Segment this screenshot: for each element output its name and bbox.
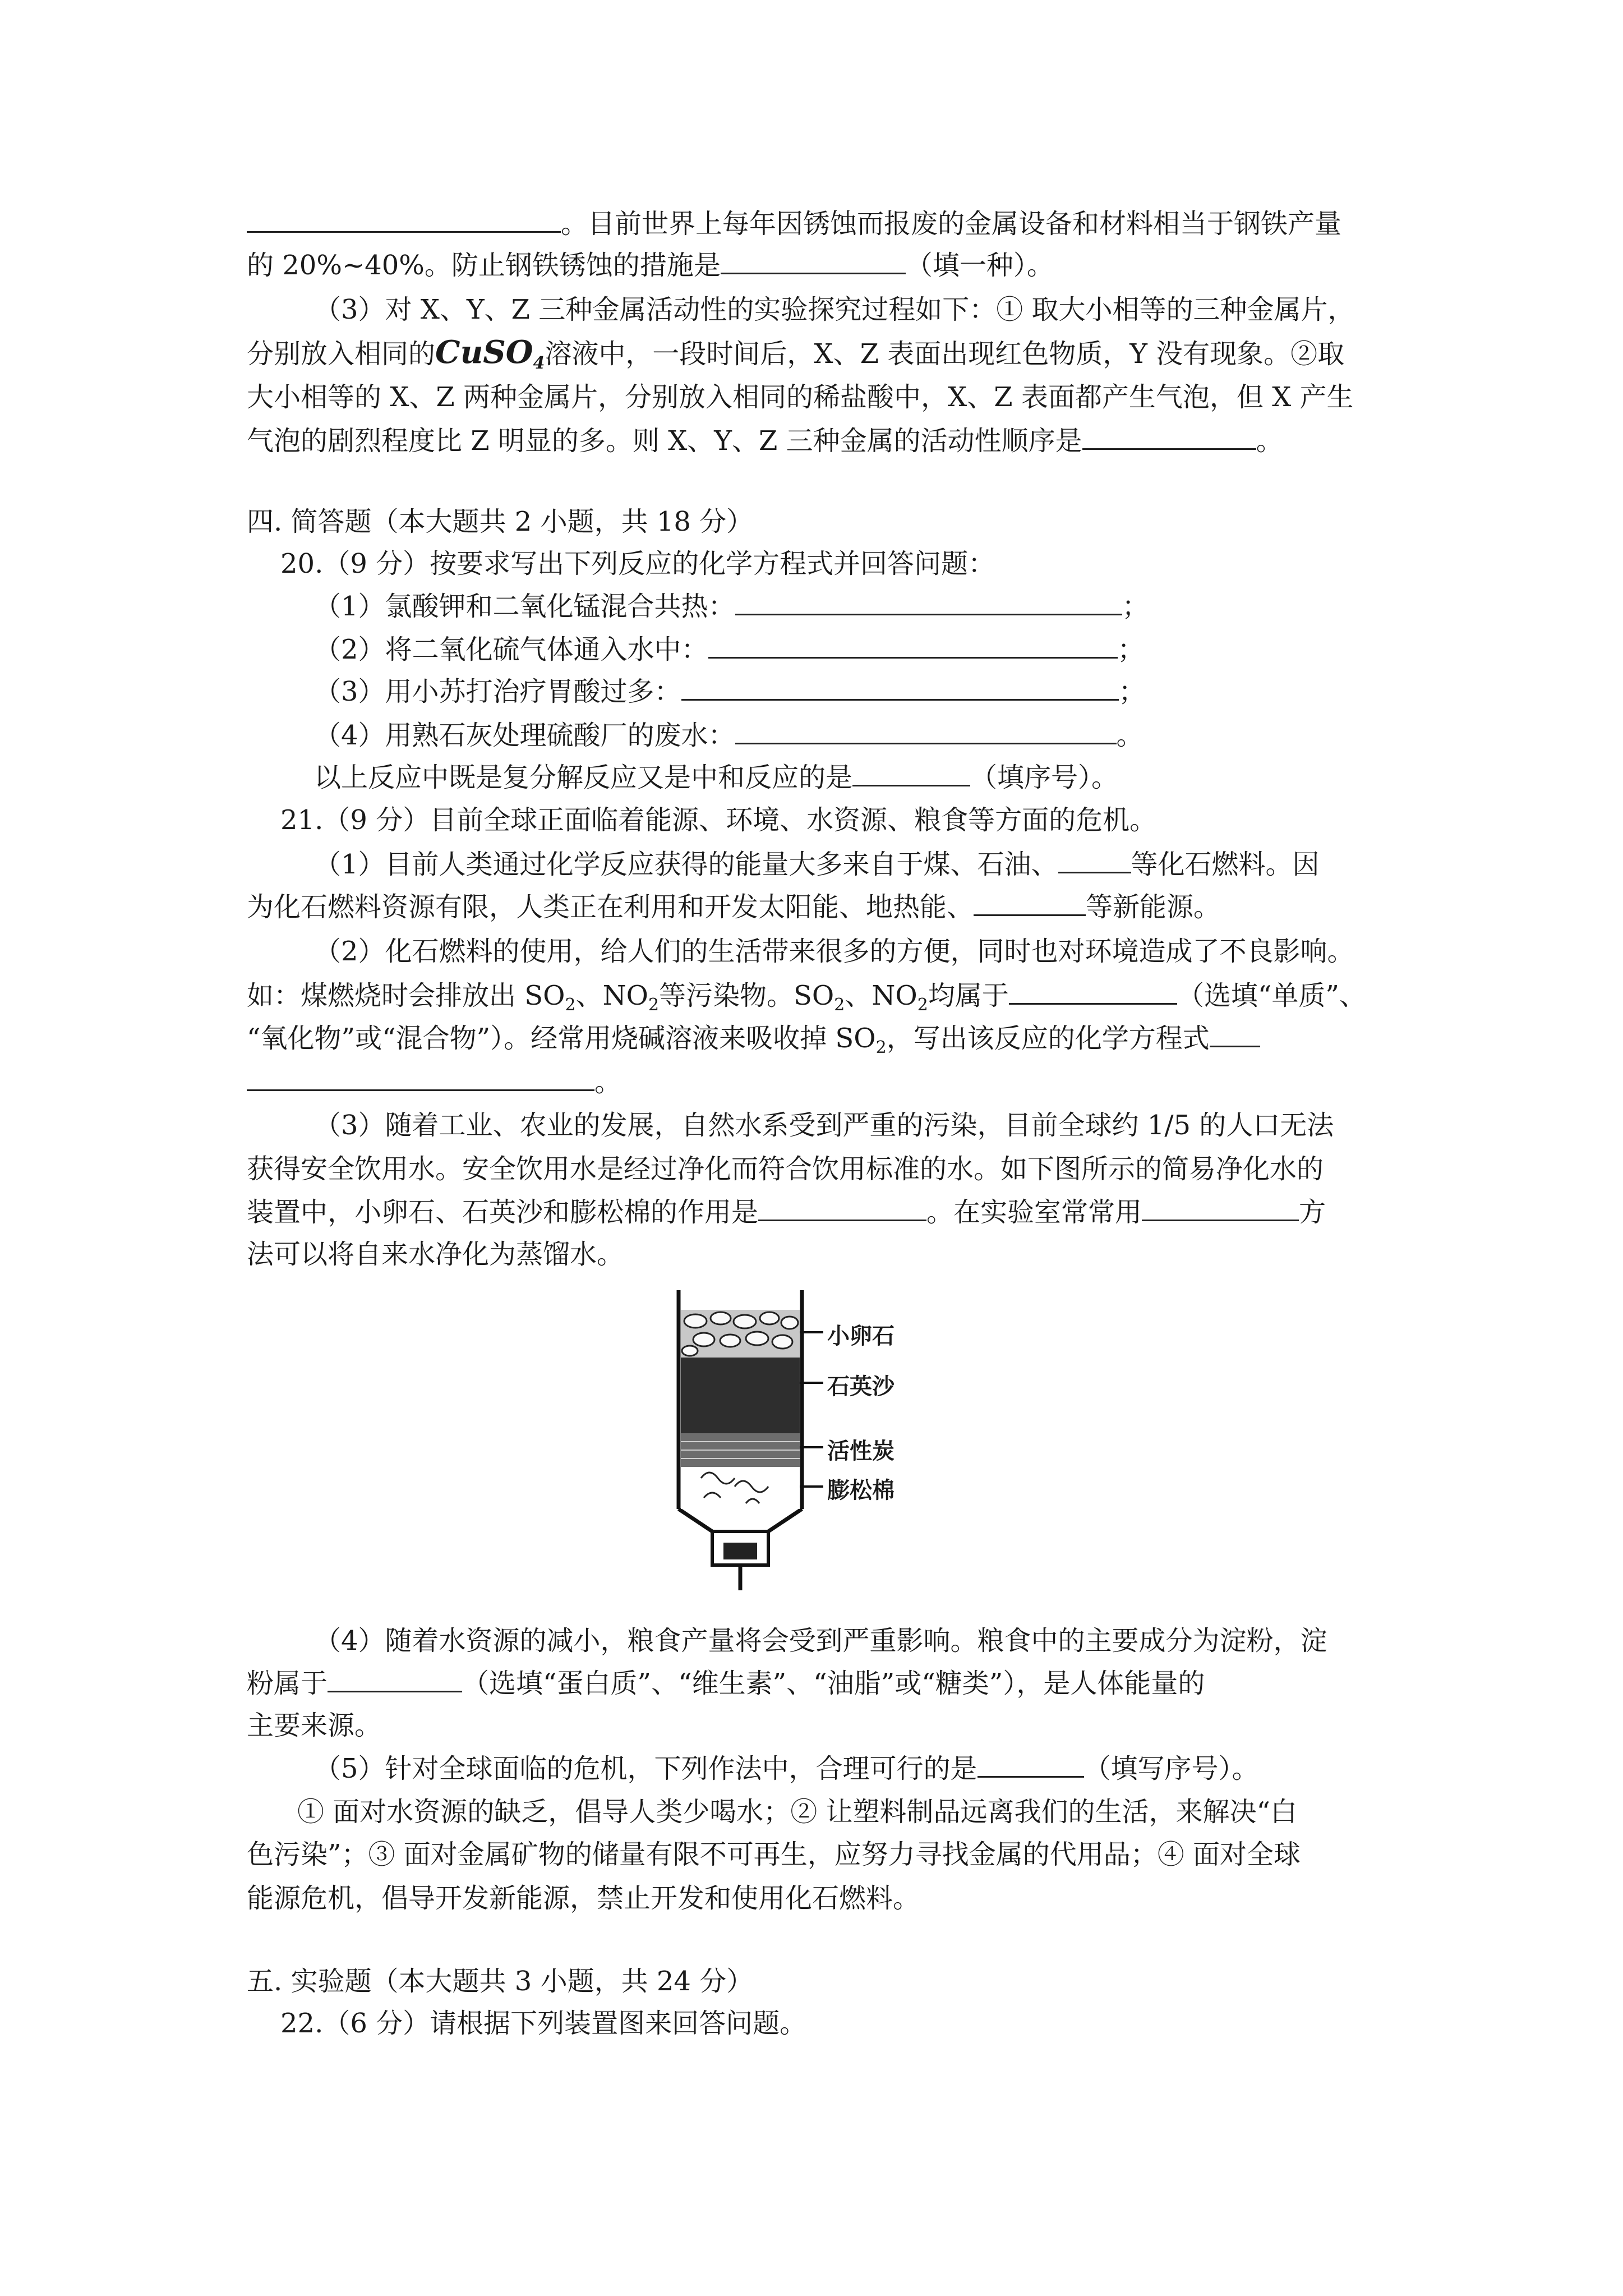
q19-p3-line1: （3）对 X、Y、Z 三种金属活动性的实验探究过程如下：① 取大小相等的三种金属片， <box>314 294 1355 325</box>
q20-item4: （4）用熟石灰处理硫酸厂的废水： 。 <box>314 718 1144 752</box>
answer-blank[interactable] <box>1142 1195 1299 1221</box>
q20-item3: （3）用小苏打治疗胃酸过多： ； <box>314 674 1146 708</box>
section-5-title: 五. 实验题（本大题共 3 小题，共 24 分） <box>247 1966 754 1997</box>
answer-blank[interactable] <box>978 1751 1084 1778</box>
q21-p3-line1: （3）随着工业、农业的发展，自然水系受到严重的污染，目前全球约 1/5 的人口无法 <box>314 1110 1334 1141</box>
water-purifier-diagram <box>673 1285 965 1599</box>
q21-p3-line4: 法可以将自来水净化为蒸馏水。 <box>247 1239 624 1270</box>
q19-line1: 。目前世界上每年因锈蚀而报废的金属设备和材料相当于钢铁产量 <box>247 206 1341 241</box>
answer-blank[interactable] <box>708 632 1118 659</box>
q21-option-line3: 能源危机，倡导开发新能源，禁止开发和使用化石燃料。 <box>247 1883 920 1914</box>
q20-item2: （2）将二氧化硫气体通入水中： ； <box>314 632 1145 666</box>
q21-p4-line2: 粉属于 （选填“蛋白质”、“维生素”、“油脂”或“糖类”），是人体能量的 <box>247 1666 1205 1700</box>
q21-p4-line3: 主要来源。 <box>247 1710 382 1741</box>
q19-p3-line2: 分别放入相同的CuSO$_4$溶液中，一段时间后，X、Z 表面出现红色物质，Y 没有现象。②取 <box>247 334 1345 373</box>
q21-p2-line2: 如：煤燃烧时会排放出 $SO_2$、$NO_2$等污染物。$SO_2$、$NO_2$均属于 （选填“单质”、 <box>247 978 1366 1022</box>
q21-p2-line1: （2）化石燃料的使用，给人们的生活带来很多的方便，同时也对环境造成了不良影响。 <box>314 936 1354 967</box>
quartz-sand-layer <box>681 1358 800 1433</box>
label-pebbles: 小卵石 <box>827 1323 895 1349</box>
answer-blank[interactable] <box>1210 1021 1260 1047</box>
label-quartz-sand: 石英沙 <box>827 1374 895 1400</box>
answer-blank[interactable] <box>328 1666 462 1692</box>
q20-item1: （1）氯酸钾和二氧化锰混合共热： ； <box>314 589 1149 623</box>
q21-p1-line2: 为化石燃料资源有限，人类正在利用和开发太阳能、地热能、 等新能源。 <box>247 890 1220 924</box>
q21-p1-line1: （1）目前人类通过化学反应获得的能量大多来自于煤、石油、 等化石燃料。因 <box>314 847 1320 881</box>
q20-head: 20.（9 分）按要求写出下列反应的化学方程式并回答问题： <box>280 548 995 579</box>
q22-head: 22.（6 分）请根据下列装置图来回答问题。 <box>280 2008 807 2039</box>
q21-p2-line3: “氧化物”或“混合物”）。经常用烧碱溶液来吸收掉 $SO_2$，写出该反应的化学方程式 <box>247 1021 1260 1065</box>
q21-p5-line1: （5）针对全球面临的危机，下列作法中，合理可行的是 （填写序号）。 <box>314 1751 1259 1786</box>
answer-blank[interactable] <box>735 718 1117 744</box>
q21-option-line1: ① 面对水资源的缺乏，倡导人类少喝水；② 让塑料制品远离我们的生活，来解决“白 <box>297 1796 1298 1828</box>
q19-p3-line3: 大小相等的 X、Z 两种金属片，分别放入相同的稀盐酸中，X、Z 表面都产生气泡，但 X 产生 <box>247 381 1354 413</box>
q20-tail: 以上反应中既是复分解反应又是中和反应的是 （填序号）。 <box>314 760 1118 794</box>
label-cotton: 膨松棉 <box>827 1478 895 1503</box>
answer-blank[interactable] <box>721 248 906 274</box>
answer-blank[interactable] <box>735 589 1122 615</box>
label-activated-carbon: 活性炭 <box>827 1438 895 1464</box>
answer-blank[interactable] <box>247 1065 594 1091</box>
q21-head: 21.（9 分）目前全球正面临着能源、环境、水资源、粮食等方面的危机。 <box>280 804 1157 836</box>
water-purifier-figure <box>673 1285 965 1599</box>
q21-p2-line4: 。 <box>247 1065 621 1099</box>
q19-line2: 的 20%~40%。防止钢铁锈蚀的措施是 （填一种）。 <box>247 248 1054 282</box>
q21-option-line2: 色污染”；③ 面对金属矿物的储量有限不可再生，应努力寻找金属的代用品；④ 面对全球 <box>247 1839 1301 1870</box>
cotton-layer <box>681 1467 800 1509</box>
answer-blank[interactable] <box>852 760 970 786</box>
section-4-title: 四. 简答题（本大题共 2 小题，共 18 分） <box>247 506 754 537</box>
q21-p4-line1: （4）随着水资源的减小，粮食产量将会受到严重影响。粮食中的主要成分为淀粉，淀 <box>314 1625 1327 1657</box>
answer-blank[interactable] <box>758 1195 926 1221</box>
answer-blank[interactable] <box>247 206 561 233</box>
answer-blank[interactable] <box>1082 424 1256 450</box>
q21-p3-line3: 装置中，小卵石、石英沙和膨松棉的作用是 。在实验室常常用 方 <box>247 1195 1326 1229</box>
answer-blank[interactable] <box>1009 978 1177 1005</box>
q21-p3-line2: 获得安全饮用水。安全饮用水是经过净化而符合饮用标准的水。如下图所示的简易净化水的 <box>247 1153 1324 1185</box>
answer-blank[interactable] <box>1058 847 1131 873</box>
answer-blank[interactable] <box>681 674 1119 701</box>
formula-cuso4: CuSO$_4$ <box>435 334 545 373</box>
q19-p3-line4: 气泡的剧烈程度比 Z 明显的多。则 X、Y、Z 三种金属的活动性顺序是 。 <box>247 424 1283 458</box>
answer-blank[interactable] <box>974 890 1086 916</box>
